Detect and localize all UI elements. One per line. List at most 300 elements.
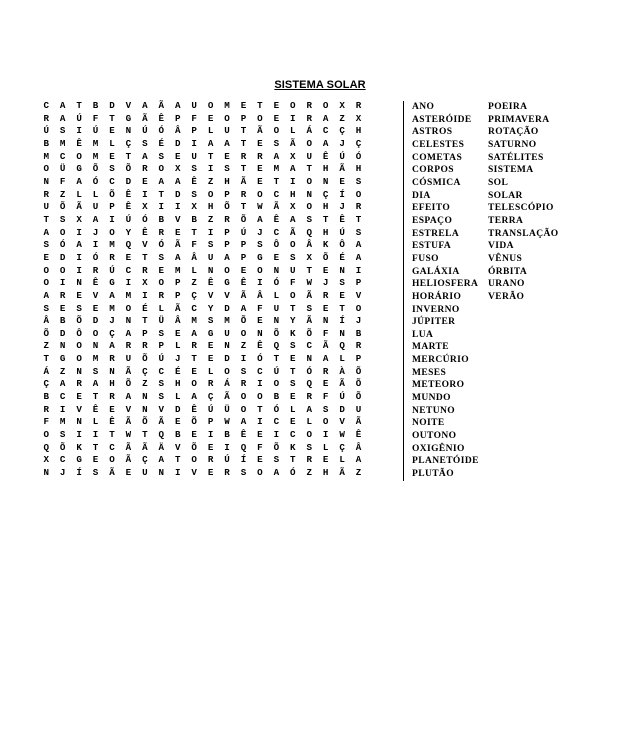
grid-letter: T <box>322 213 329 225</box>
grid-letter: O <box>306 137 312 149</box>
grid-letter: Ã <box>158 416 165 428</box>
grid-letter: U <box>43 201 49 213</box>
grid-letter: O <box>207 188 214 200</box>
grid-letter: M <box>109 239 115 251</box>
grid-letter: J <box>174 353 181 365</box>
grid-letter: O <box>257 467 263 479</box>
grid-letter: P <box>240 239 247 251</box>
grid-letter: I <box>273 429 280 441</box>
grid-letter: T <box>290 365 296 377</box>
grid-letter: T <box>191 353 197 365</box>
grid-letter: E <box>125 467 132 479</box>
grid-letter: W <box>306 277 312 289</box>
grid-letter: L <box>207 365 214 377</box>
grid-letter: S <box>59 125 66 137</box>
grid-letter: A <box>240 302 247 314</box>
grid-letter: F <box>59 175 66 187</box>
grid-letter: N <box>322 315 329 327</box>
grid-letter: A <box>76 239 82 251</box>
grid-letter: Q <box>306 226 312 238</box>
grid-letter: Õ <box>240 315 247 327</box>
grid-letter: B <box>43 391 49 403</box>
grid-letter: Ú <box>92 125 99 137</box>
grid-letter: Ä <box>158 441 165 453</box>
grid-letter: U <box>355 403 362 415</box>
grid-letter: N <box>43 467 49 479</box>
grid-letter: Ç <box>43 378 49 390</box>
word-list-item: PRIMAVERA <box>488 114 550 125</box>
word-list-item: LUA <box>412 329 434 340</box>
grid-letter: L <box>92 188 99 200</box>
grid-letter: H <box>355 163 362 175</box>
grid-letter: R <box>59 289 66 301</box>
grid-letter: Y <box>207 302 214 314</box>
grid-letter: O <box>207 100 214 111</box>
grid-letter: M <box>174 264 181 276</box>
grid-letter: V <box>224 289 230 301</box>
grid-letter: D <box>59 251 66 263</box>
grid-letter: I <box>92 239 99 251</box>
grid-letter: Ó <box>92 175 99 187</box>
word-list-item: VIDA <box>488 241 514 252</box>
grid-letter: P <box>142 327 148 339</box>
grid-letter: N <box>322 175 329 187</box>
grid-letter: Õ <box>306 327 312 339</box>
grid-letter: O <box>224 264 230 276</box>
grid-letter: B <box>43 137 49 149</box>
grid-letter: Õ <box>322 251 329 263</box>
grid-letter: Õ <box>59 201 66 213</box>
grid-row <box>38 201 367 214</box>
grid-letter: K <box>290 441 296 453</box>
grid-letter: O <box>322 100 329 111</box>
grid-letter: T <box>257 100 263 111</box>
grid-letter: O <box>257 264 263 276</box>
grid-letter: Ü <box>224 403 230 415</box>
grid-letter: E <box>109 403 115 415</box>
grid-letter: E <box>257 175 263 187</box>
grid-letter: N <box>125 315 132 327</box>
grid-letter: P <box>240 112 247 124</box>
grid-letter: I <box>76 251 82 263</box>
grid-letter: I <box>142 188 148 200</box>
grid-letter: I <box>158 201 165 213</box>
word-list-item: HORÁRIO <box>412 291 462 302</box>
grid-letter: A <box>174 100 181 111</box>
grid-letter: P <box>207 416 214 428</box>
grid-letter: Ã <box>257 125 263 137</box>
grid-letter: Ã <box>290 137 296 149</box>
grid-letter: Z <box>59 188 66 200</box>
grid-letter: Ç <box>322 188 329 200</box>
word-list-item: TERRA <box>488 215 524 226</box>
grid-letter: S <box>290 251 296 263</box>
word-list-item: NETUNO <box>412 405 456 416</box>
grid-letter: E <box>322 378 329 390</box>
grid-letter: I <box>125 277 132 289</box>
grid-letter: S <box>290 340 296 352</box>
grid-letter: B <box>191 213 197 225</box>
grid-letter: H <box>109 378 115 390</box>
page-title: SISTEMA SOLAR <box>274 79 366 91</box>
grid-letter: E <box>92 454 99 466</box>
grid-letter: E <box>290 353 296 365</box>
grid-letter: N <box>339 327 345 339</box>
grid-letter: J <box>339 201 345 213</box>
grid-letter: Ó <box>355 150 362 162</box>
grid-letter: A <box>59 100 66 111</box>
grid-letter: K <box>322 239 329 251</box>
grid-letter: R <box>109 391 115 403</box>
grid-letter: T <box>43 213 49 225</box>
grid-letter: Ó <box>92 251 99 263</box>
grid-letter: Ê <box>142 226 148 238</box>
grid-letter: V <box>158 403 165 415</box>
grid-letter: T <box>125 150 132 162</box>
word-list-item: JÚPITER <box>412 317 456 328</box>
grid-letter: J <box>109 315 115 327</box>
grid-letter: H <box>224 175 230 187</box>
word-list-item: SATURNO <box>488 139 537 150</box>
grid-letter: P <box>174 289 181 301</box>
grid-letter: C <box>59 454 66 466</box>
grid-letter: O <box>158 163 165 175</box>
grid-letter: Ã <box>240 289 247 301</box>
grid-letter: Y <box>125 226 132 238</box>
word-list-item: NOITE <box>412 418 445 429</box>
grid-letter: U <box>290 264 296 276</box>
grid-letter: S <box>158 378 165 390</box>
grid-row <box>38 125 367 138</box>
grid-letter: Q <box>273 340 280 352</box>
grid-letter: Ú <box>240 226 247 238</box>
grid-letter: Ç <box>207 391 214 403</box>
grid-letter: A <box>306 403 312 415</box>
grid-letter: Ã <box>306 315 312 327</box>
grid-letter: G <box>224 277 230 289</box>
grid-letter: M <box>191 315 197 327</box>
grid-letter: M <box>59 416 66 428</box>
grid-letter: A <box>191 391 197 403</box>
grid-letter: E <box>158 264 165 276</box>
grid-letter: V <box>207 289 214 301</box>
grid-letter: Í <box>339 188 345 200</box>
grid-letter: D <box>174 403 181 415</box>
grid-letter: Z <box>191 277 197 289</box>
grid-letter: T <box>240 201 247 213</box>
grid-letter: L <box>174 391 181 403</box>
grid-letter: I <box>109 213 115 225</box>
grid-letter: R <box>191 340 197 352</box>
grid-letter: W <box>339 429 345 441</box>
grid-letter: Q <box>240 441 247 453</box>
grid-letter: S <box>158 251 165 263</box>
grid-letter: B <box>273 391 280 403</box>
grid-letter: S <box>191 188 197 200</box>
grid-letter: S <box>158 391 165 403</box>
grid-letter: E <box>207 112 214 124</box>
word-list-item: CÓSMICA <box>412 177 461 188</box>
grid-letter: A <box>109 340 115 352</box>
grid-letter: Ã <box>125 454 132 466</box>
grid-letter: L <box>174 340 181 352</box>
grid-letter: I <box>240 353 247 365</box>
grid-letter: U <box>207 251 214 263</box>
grid-letter: O <box>257 112 263 124</box>
grid-letter: A <box>76 175 82 187</box>
grid-letter: R <box>158 226 165 238</box>
grid-letter: E <box>92 302 99 314</box>
grid-letter: T <box>142 429 148 441</box>
grid-letter: O <box>224 365 230 377</box>
grid-letter: Ú <box>339 391 345 403</box>
grid-row <box>38 265 367 278</box>
grid-row <box>38 138 367 151</box>
grid-letter: F <box>322 327 329 339</box>
grid-letter: R <box>224 467 230 479</box>
grid-letter: W <box>257 201 263 213</box>
grid-letter: A <box>273 150 280 162</box>
grid-letter: A <box>174 175 181 187</box>
grid-letter: E <box>142 175 148 187</box>
grid-letter: A <box>322 112 329 124</box>
grid-letter: Z <box>339 112 345 124</box>
grid-letter: O <box>43 264 49 276</box>
word-list-item: CORPOS <box>412 165 454 176</box>
grid-letter: Õ <box>240 213 247 225</box>
grid-letter: Õ <box>273 327 280 339</box>
grid-letter: O <box>306 175 312 187</box>
grid-letter: Ó <box>59 239 66 251</box>
grid-letter: T <box>43 353 49 365</box>
grid-letter: Õ <box>125 163 132 175</box>
grid-letter: S <box>59 429 66 441</box>
grid-letter: Ê <box>92 277 99 289</box>
grid-letter: A <box>142 150 148 162</box>
word-list-item: TELESCÓPIO <box>488 203 554 214</box>
grid-letter: B <box>59 315 66 327</box>
grid-letter: Ã <box>306 289 312 301</box>
grid-letter: U <box>142 467 148 479</box>
grid-letter: R <box>92 264 99 276</box>
grid-letter: E <box>207 353 214 365</box>
grid-letter: Ã <box>125 441 132 453</box>
grid-letter: I <box>174 201 181 213</box>
grid-letter: B <box>158 213 165 225</box>
grid-letter: E <box>76 289 82 301</box>
grid-letter: E <box>207 441 214 453</box>
grid-letter: E <box>322 264 329 276</box>
grid-letter: N <box>76 416 82 428</box>
grid-letter: T <box>142 251 148 263</box>
column-divider <box>403 101 404 481</box>
grid-letter: E <box>257 137 263 149</box>
grid-letter: A <box>59 112 66 124</box>
grid-letter: W <box>125 429 132 441</box>
word-list-item: HELIOSFERA <box>412 279 479 290</box>
grid-letter: T <box>174 454 181 466</box>
grid-letter: R <box>240 150 247 162</box>
grid-row <box>38 151 367 164</box>
grid-letter: T <box>240 137 247 149</box>
word-list-item: SOLAR <box>488 190 523 201</box>
grid-letter: Z <box>207 175 214 187</box>
grid-letter: N <box>92 340 99 352</box>
grid-row <box>38 113 367 126</box>
grid-letter: Ç <box>355 137 362 149</box>
grid-row <box>38 340 367 353</box>
word-list-item: ASTROS <box>412 127 453 138</box>
grid-letter: R <box>76 378 82 390</box>
grid-letter: O <box>257 188 263 200</box>
grid-letter: N <box>273 315 280 327</box>
grid-letter: A <box>174 251 181 263</box>
grid-letter: E <box>339 289 345 301</box>
grid-letter: Õ <box>191 416 197 428</box>
grid-letter: E <box>240 100 247 111</box>
word-list-item: OUTONO <box>412 431 457 442</box>
grid-letter: Ã <box>142 112 148 124</box>
grid-letter: E <box>76 391 82 403</box>
grid-letter: Ã <box>174 302 181 314</box>
grid-letter: O <box>76 150 82 162</box>
grid-letter: N <box>207 264 214 276</box>
grid-letter: O <box>355 302 362 314</box>
grid-letter: Õ <box>142 353 148 365</box>
grid-letter: E <box>322 302 329 314</box>
grid-letter: B <box>174 429 181 441</box>
grid-letter: P <box>355 277 362 289</box>
grid-letter: O <box>43 163 49 175</box>
grid-letter: A <box>158 175 165 187</box>
grid-letter: Í <box>240 454 247 466</box>
grid-letter: V <box>125 403 132 415</box>
grid-letter: S <box>306 213 312 225</box>
grid-letter: U <box>306 150 312 162</box>
grid-letter: R <box>257 150 263 162</box>
grid-letter: P <box>174 277 181 289</box>
grid-row <box>38 214 367 227</box>
grid-letter: I <box>174 467 181 479</box>
word-list-item: VERÃO <box>488 291 525 302</box>
grid-letter: Ô <box>273 239 280 251</box>
grid-letter: T <box>355 213 362 225</box>
grid-letter: A <box>43 289 49 301</box>
grid-letter: R <box>240 378 247 390</box>
grid-letter: O <box>158 277 165 289</box>
grid-letter: S <box>224 163 230 175</box>
grid-letter: Ê <box>76 137 82 149</box>
grid-letter: A <box>240 416 247 428</box>
grid-letter: R <box>43 403 49 415</box>
grid-letter: Õ <box>142 416 148 428</box>
grid-row <box>38 252 367 265</box>
grid-letter: N <box>142 391 148 403</box>
grid-letter: É <box>174 365 181 377</box>
grid-letter: Ã <box>339 378 345 390</box>
grid-letter: T <box>109 112 115 124</box>
grid-letter: T <box>109 429 115 441</box>
grid-letter: O <box>109 454 115 466</box>
grid-letter: Ú <box>207 403 214 415</box>
grid-letter: O <box>76 340 82 352</box>
grid-letter: E <box>257 454 263 466</box>
grid-letter: Q <box>158 429 165 441</box>
grid-letter: T <box>273 175 280 187</box>
grid-letter: E <box>224 150 230 162</box>
grid-letter: A <box>355 251 362 263</box>
grid-letter: T <box>207 150 214 162</box>
grid-letter: F <box>191 112 197 124</box>
grid-letter: X <box>43 454 49 466</box>
grid-letter: C <box>273 226 280 238</box>
grid-letter: A <box>273 467 280 479</box>
grid-letter: A <box>109 289 115 301</box>
grid-letter: I <box>322 429 329 441</box>
grid-letter: R <box>224 213 230 225</box>
grid-letter: Ã <box>355 416 362 428</box>
grid-letter: N <box>273 264 280 276</box>
grid-letter: U <box>273 302 280 314</box>
grid-letter: U <box>224 327 230 339</box>
grid-letter: C <box>322 125 329 137</box>
grid-letter: K <box>290 327 296 339</box>
grid-letter: A <box>43 226 49 238</box>
grid-letter: R <box>355 201 362 213</box>
grid-letter: R <box>306 112 312 124</box>
grid-letter: G <box>257 251 263 263</box>
grid-letter: F <box>322 391 329 403</box>
grid-letter: W <box>224 416 230 428</box>
grid-letter: X <box>339 100 345 111</box>
grid-letter: I <box>290 175 296 187</box>
grid-letter: L <box>191 264 197 276</box>
grid-letter: G <box>76 163 82 175</box>
grid-letter: I <box>92 429 99 441</box>
grid-row <box>38 163 367 176</box>
grid-letter: A <box>322 353 329 365</box>
word-list-item: VÊNUS <box>488 253 523 264</box>
grid-letter: X <box>191 201 197 213</box>
grid-letter: Õ <box>43 327 49 339</box>
grid-letter: D <box>339 403 345 415</box>
grid-letter: Q <box>125 239 132 251</box>
grid-row <box>38 239 367 252</box>
grid-letter: T <box>306 264 312 276</box>
grid-letter: L <box>339 454 345 466</box>
grid-letter: Ô <box>76 327 82 339</box>
grid-letter: H <box>355 125 362 137</box>
grid-letter: Ç <box>191 289 197 301</box>
grid-letter: G <box>109 277 115 289</box>
grid-letter: M <box>92 150 99 162</box>
grid-letter: E <box>240 264 247 276</box>
grid-letter: E <box>174 416 181 428</box>
grid-letter: O <box>59 226 66 238</box>
word-list-item: INVERNO <box>412 304 460 315</box>
grid-letter: T <box>191 226 197 238</box>
grid-letter: R <box>306 391 312 403</box>
grid-letter: F <box>43 416 49 428</box>
grid-letter: I <box>257 378 263 390</box>
grid-letter: Ú <box>224 454 230 466</box>
grid-letter: F <box>92 112 99 124</box>
grid-letter: R <box>322 365 329 377</box>
grid-letter: D <box>92 315 99 327</box>
grid-letter: Ã <box>125 416 132 428</box>
grid-letter: M <box>273 163 280 175</box>
grid-letter: V <box>92 289 99 301</box>
